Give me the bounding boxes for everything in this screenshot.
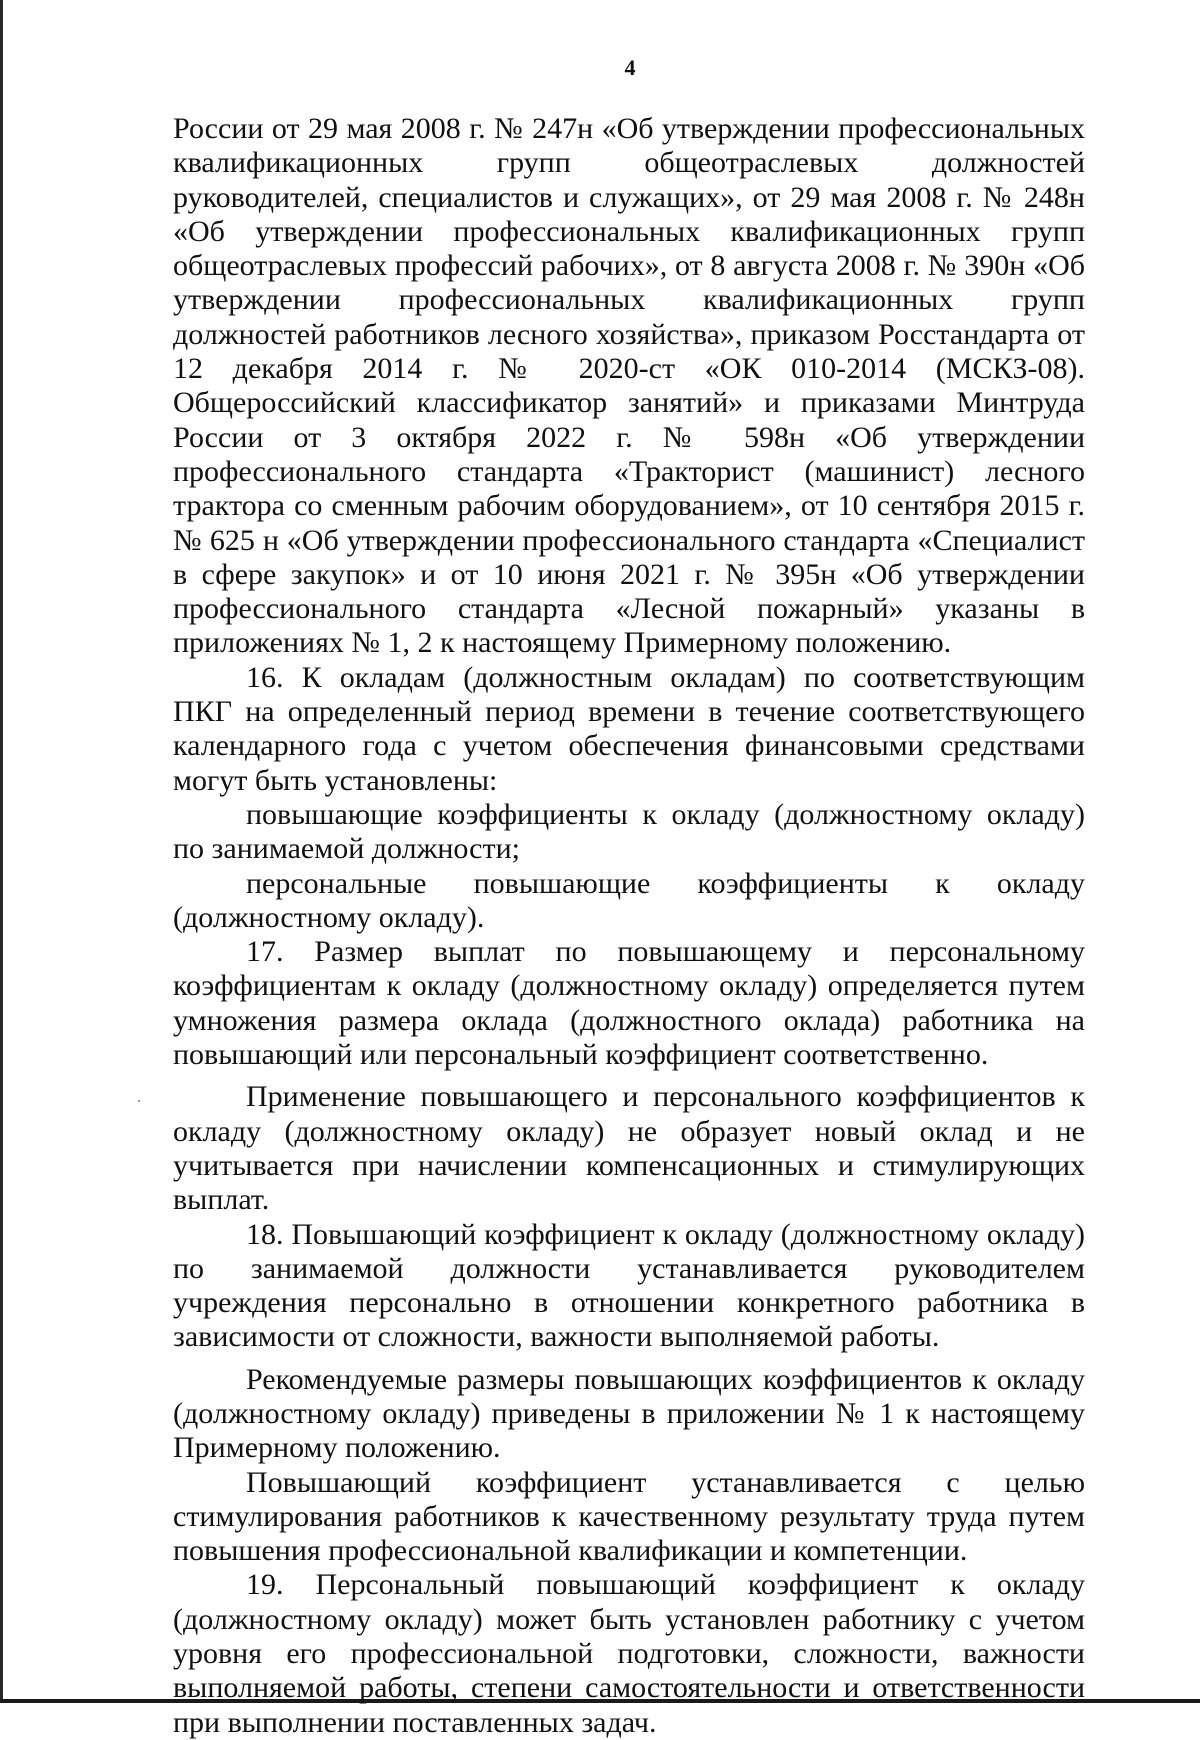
paragraph-16-item-1: повышающие коэффициенты к окладу (должностному окладу) по занимаемой должности; bbox=[173, 797, 1085, 866]
paragraph-17: 17. Размер выплат по повышающему и персональному коэффициентам к окладу (должностному окладу) определяется путем умножения размера оклада (должностного оклада) работника на повышающий или персональный коэффициент соответственно. bbox=[173, 935, 1085, 1072]
paragraph-18-purpose: Повышающий коэффициент устанавливается с целью стимулирования работников к качественному результату труда путем повышения профессиональной квалификации и компетенции. bbox=[173, 1465, 1085, 1568]
page-number: 4 bbox=[624, 55, 636, 80]
paragraph-16-item-2: персональные повышающие коэффициенты к окладу (должностному окладу). bbox=[173, 866, 1085, 934]
paragraph-17-note: Применение повышающего и персонального коэффициентов к окладу (должностному окладу) не образует новый оклад и не учитывается при начислении компенсационных и стимулирующих выплат. bbox=[173, 1080, 1085, 1217]
scan-edge-left bbox=[0, 0, 3, 1703]
paragraph-19: 19. Персональный повышающий коэффициент к окладу (должностному окладу) может быть установлен работнику с учетом уровня его профессиональной подготовки, сложности, важности выполняемой работы, степени самостоятельности и ответственности при выполнении поставленных задач. bbox=[173, 1568, 1085, 1739]
paragraph-continuation: России от 29 мая 2008 г. № 247н «Об утверждении профессиональных квалификационных групп общеотраслевых должностей руководителей, специалистов и служащих», от 29 мая 2008 г. № 248н «Об утверждении профессиональных квалификационных групп общеотраслевых профессий рабочих», от 8 августа 2008 г. № 390н «Об утверждении профессиональных квалификационных групп должностей работников лесного хозяйства», приказом Росстандарта от 12 декабря 2014 г. № 2020-ст «ОК 010-2014 (МСКЗ-08). Общероссийский классификатор занятий» и приказами Минтруда России от 3 октября 2022 г. № 598н «Об утверждении профессионального стандарта «Тракторист (машинист) лесного трактора со сменным рабочим оборудованием», от 10 сентября 2015 г. № 625 н «Об утверждении профессионального стандарта «Специалист в сфере закупок» и от 10 июня 2021 г. № 395н «Об утверждении профессионального стандарта «Лесной пожарный» указаны в приложениях № 1, 2 к настоящему Примерному положению. bbox=[173, 112, 1085, 660]
paragraph-16: 16. К окладам (должностным окладам) по соответствующим ПКГ на определенный период времени в течение соответствующего календарного года с учетом обеспечения финансовыми средствами могут быть установлены: bbox=[173, 660, 1085, 797]
paragraph-18-recommended: Рекомендуемые размеры повышающих коэффициентов к окладу (должностному окладу) приведены в приложении № 1 к настоящему Примерному положению. bbox=[173, 1362, 1085, 1465]
paragraph-18: 18. Повышающий коэффициент к окладу (должностному окладу) по занимаемой должности устанавливается руководителем учреждения персонально в отношении конкретного работника в зависимости от сложности, важности выполняемой работы. bbox=[173, 1217, 1085, 1354]
document-body bbox=[173, 112, 1085, 1740]
scan-speck bbox=[138, 1100, 140, 1102]
